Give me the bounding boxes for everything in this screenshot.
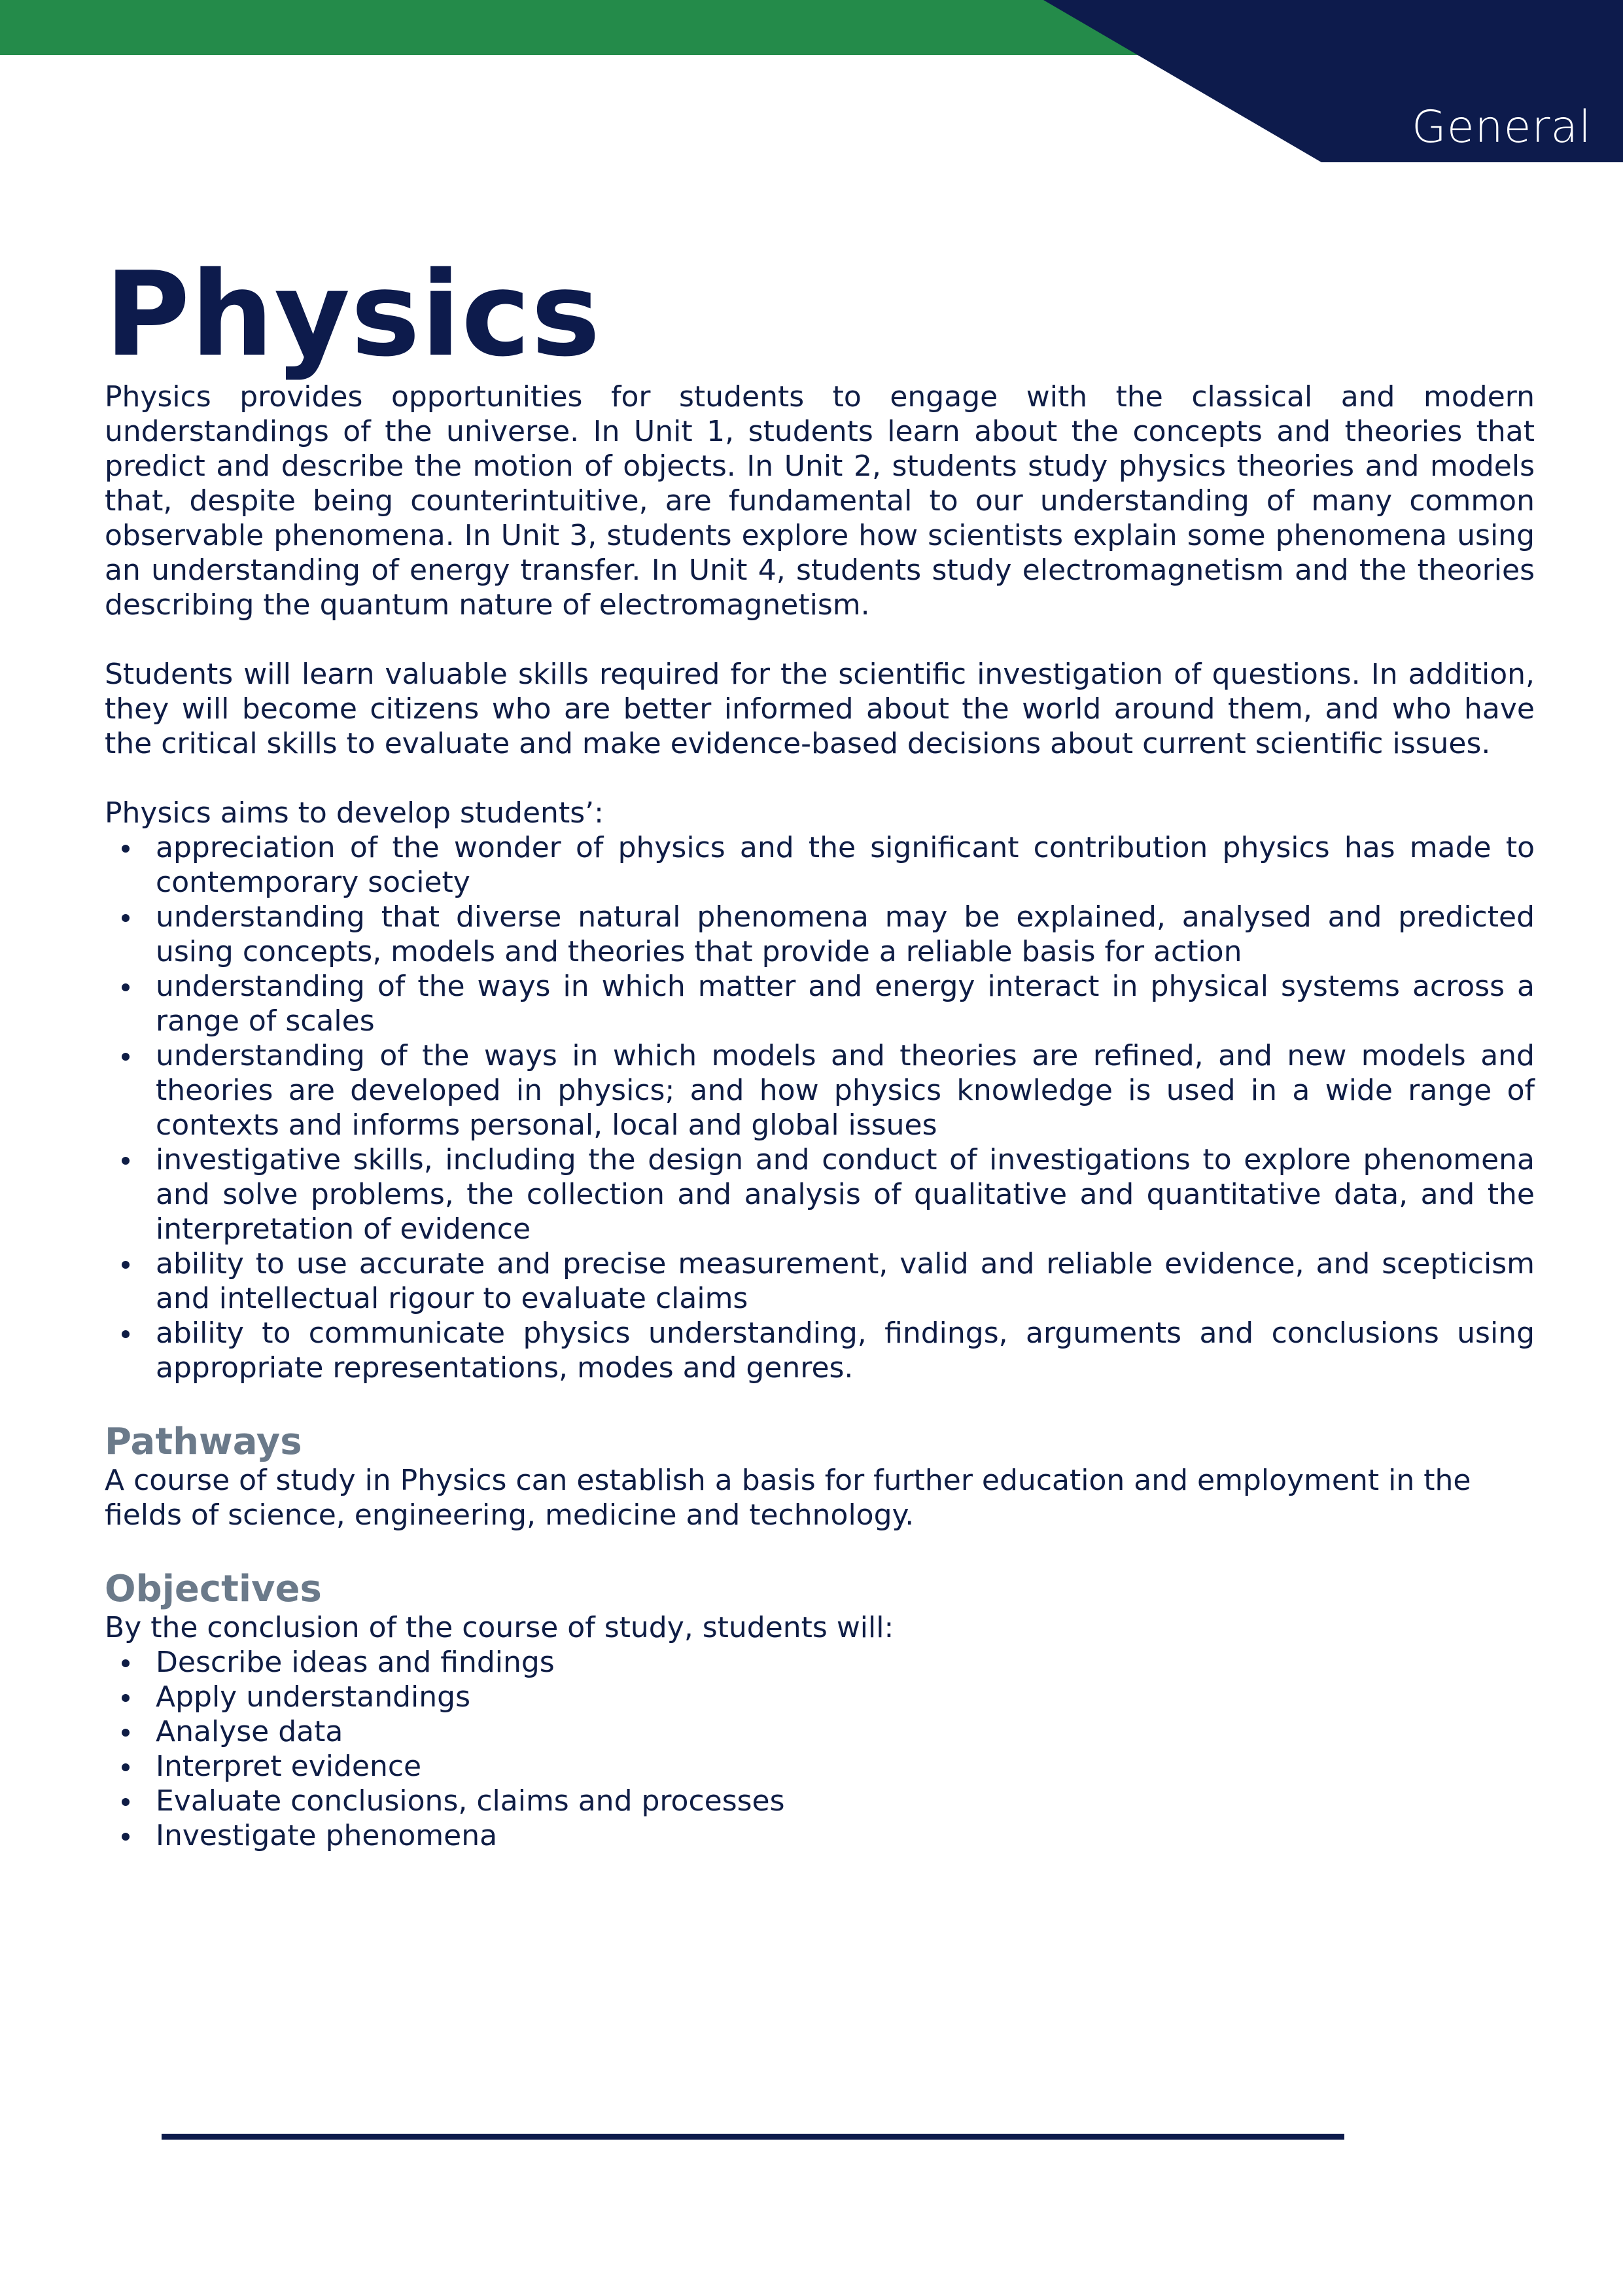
header-band — [0, 0, 1623, 162]
aims-list — [105, 830, 1535, 1385]
list-item: understanding of the ways in which models and theories are refined, and new models and theories are developed in physics; and how physics knowledge is used in a wide range of contexts and informs personal, local and global issues — [156, 1039, 1535, 1142]
footer-rule — [162, 2134, 1344, 2140]
intro-paragraph-2: Students will learn valuable skills required for the scientific investigation of questions. In addition, they will become citizens who are better informed about the world around them, and who have the critical skills to evaluate and make evidence-based decisions about current scientific issues. — [105, 658, 1535, 760]
header-shapes — [0, 0, 1623, 162]
pathways-text: A course of study in Physics can establish a basis for further education and employment in the fields of science, engineering, medicine and technology. — [105, 1464, 1471, 1532]
list-item: understanding of the ways in which matter and energy interact in physical systems across a range of scales — [156, 970, 1535, 1038]
objectives-list — [105, 1645, 1535, 1853]
list-item: appreciation of the wonder of physics and the significant contribution physics has made to contemporary society — [156, 831, 1535, 899]
list-item: Describe ideas and findings — [156, 1645, 1535, 1680]
pathways-heading: Pathways — [105, 1421, 302, 1463]
objectives-heading: Objectives — [105, 1568, 322, 1610]
list-item: Apply understandings — [156, 1680, 1535, 1714]
category-label: General — [1412, 101, 1592, 153]
list-item: investigative skills, including the design and conduct of investigations to explore phenomena and solve problems, the collection and analysis of qualitative and quantitative data, and the interpretation of evidence — [156, 1143, 1535, 1246]
green-stripe — [0, 0, 1151, 55]
list-item: understanding that diverse natural phenomena may be explained, analysed and predicted using concepts, models and theories that provide a reliable basis for action — [156, 900, 1535, 968]
list-item: Investigate phenomena — [156, 1818, 1535, 1853]
list-item: Interpret evidence — [156, 1749, 1535, 1784]
document-body — [105, 247, 1535, 1853]
list-item: Evaluate conclusions, claims and processes — [156, 1784, 1535, 1818]
aims-lead: Physics aims to develop students’: — [105, 796, 604, 830]
objectives-lead: By the conclusion of the course of study, students will: — [105, 1611, 894, 1644]
list-item: Analyse data — [156, 1714, 1535, 1749]
intro-paragraph-1: Physics provides opportunities for students to engage with the classical and modern understandings of the universe. In Unit 1, students learn about the concepts and theories that predict and describe the motion of objects. In Unit 2, students study physics theories and models that, despite being counterintuitive, are fundamental to our understanding of many common observable phenomena. In Unit 3, students explore how scientists explain some phenomena using an understanding of energy transfer. In Unit 4, students study electromagnetism and the theories describing the quantum nature of electromagnetism. — [105, 380, 1535, 622]
list-item: ability to use accurate and precise measurement, valid and reliable evidence, and scepticism and intellectual rigour to evaluate claims — [156, 1247, 1535, 1315]
list-item: ability to communicate physics understanding, findings, arguments and conclusions using appropriate representations, modes and genres. — [156, 1316, 1535, 1385]
page-title: Physics — [105, 247, 601, 382]
